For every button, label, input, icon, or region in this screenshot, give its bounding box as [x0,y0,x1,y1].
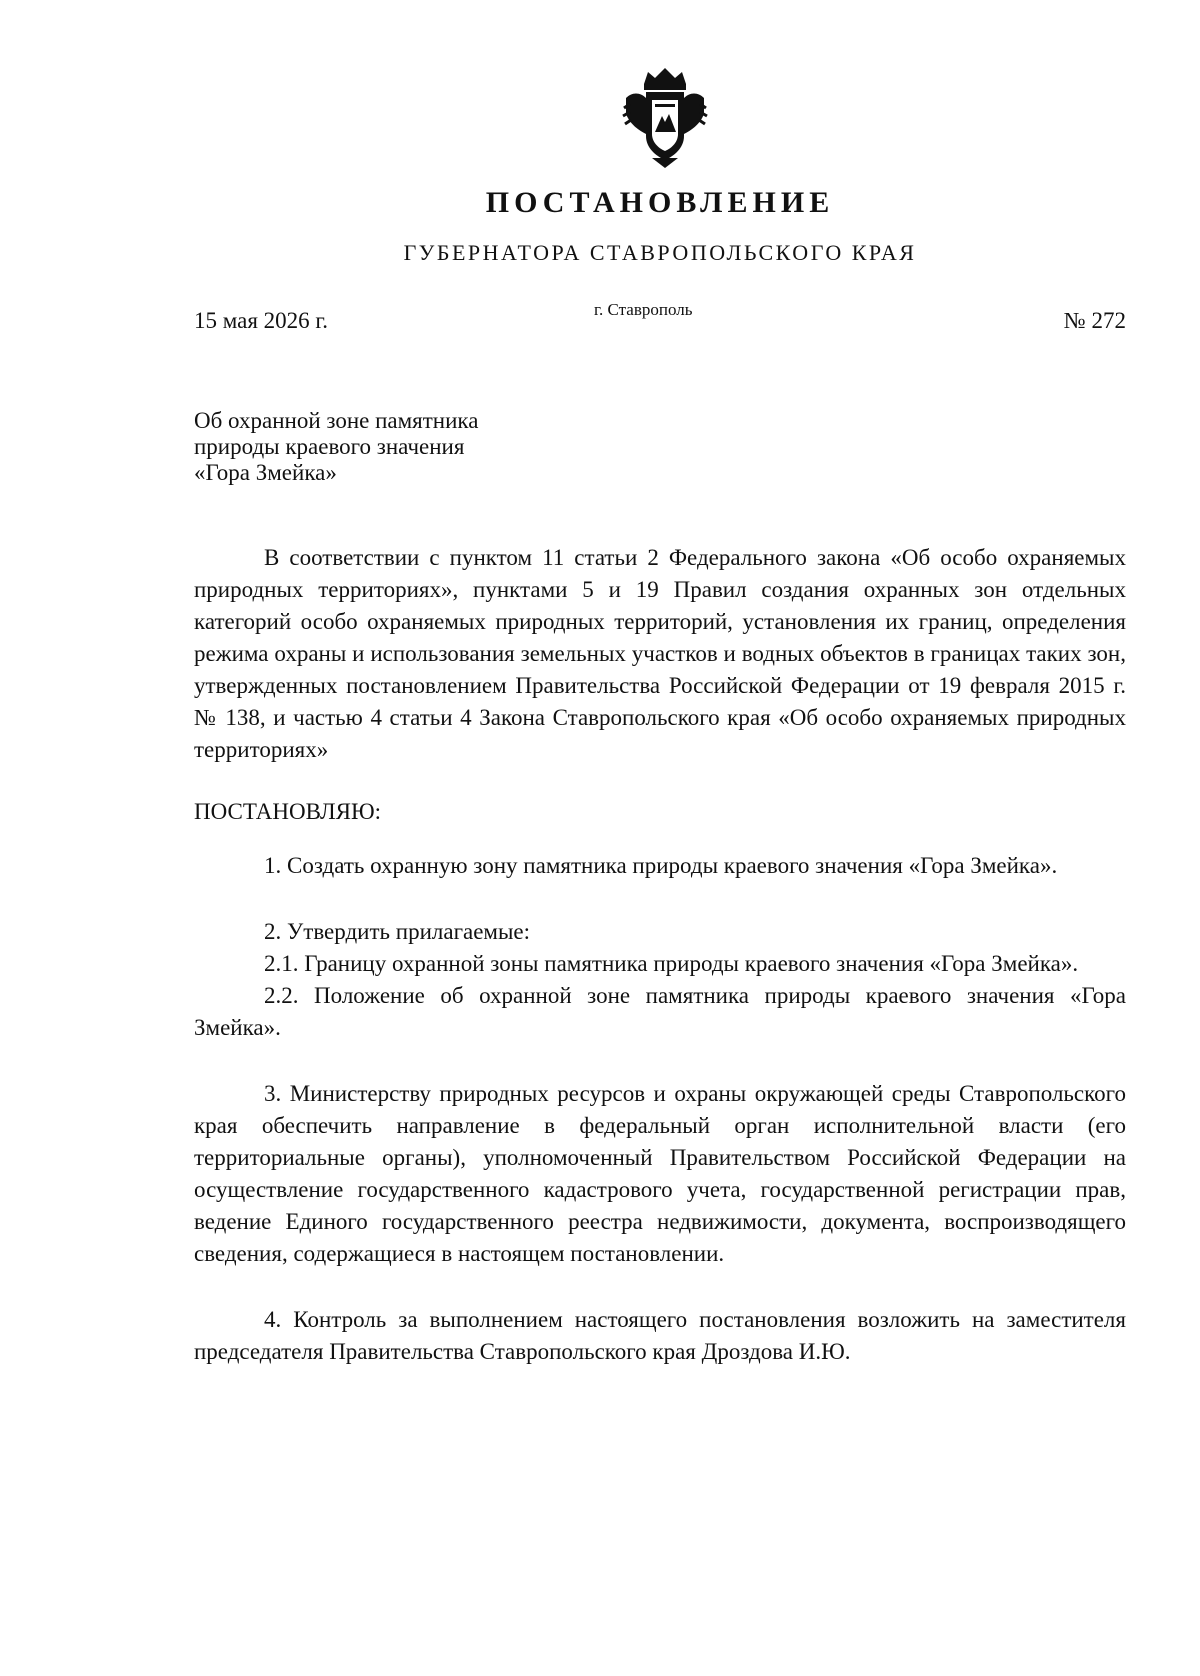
preamble-paragraph: В соответствии с пунктом 11 статьи 2 Федерального закона «Об особо охраняемых природных территориях», пунктами 5 и 19 Правил создания охранных зон отдельных категорий особо охраняемых природных территорий, установления их границ, определения режима охраны и использования земельных участков и водных объектов в границах таких зон, утвержденных постановлением Правительства Российской Федерации от 19 февраля 2015 г. № 138, и частью 4 статьи 4 Закона Ставропольского края «Об особо охраняемых природных территориях» [194,545,1126,762]
document-title: ПОСТАНОВЛЕНИЕ [485,186,835,219]
subject-line-3: «Гора Змейка» [194,460,337,485]
document-subtitle: ГУБЕРНАТОРА СТАВРОПОЛЬСКОГО КРАЯ [403,240,917,265]
item-2-2: 2.2. Положение об охранной зоне памятника природы краевого значения «Гора Змейка». [194,983,1126,1040]
coat-of-arms-icon [622,64,708,170]
subject-line-2: природы краевого значения [194,434,465,459]
item-3: 3. Министерству природных ресурсов и охраны окружающей среды Ставропольского края обеспечить направление в федеральный орган исполнительной власти (его территориальные органы), уполномоченный Правительством Российской Федерации на осуществление государственного кадастрового учета, государственной регистрации прав, ведение Единого государственного реестра недвижимости, документа, воспроизводящего сведения, содержащиеся в настоящем постановлении. [194,1081,1126,1266]
subject-line-1: Об охранной зоне памятника [194,408,479,433]
item-2-1: 2.1. Границу охранной зоны памятника природы краевого значения «Гора Змейка». [264,951,1079,976]
document-city: г. Ставрополь [594,300,693,319]
decree-word: ПОСТАНОВЛЯЮ: [194,799,382,824]
document-body [194,542,1126,1368]
document-number: № 272 [1063,308,1126,333]
document-subject [194,408,614,486]
item-1: 1. Создать охранную зону памятника природы краевого значения «Гора Змейка». [264,853,1058,878]
item-4: 4. Контроль за выполнением настоящего постановления возложить на заместителя председателя Правительства Ставропольского края Дроздова И.Ю. [194,1307,1126,1364]
item-2: 2. Утвердить прилагаемые: [264,919,531,944]
document-date: 15 мая 2026 г. [194,308,329,333]
